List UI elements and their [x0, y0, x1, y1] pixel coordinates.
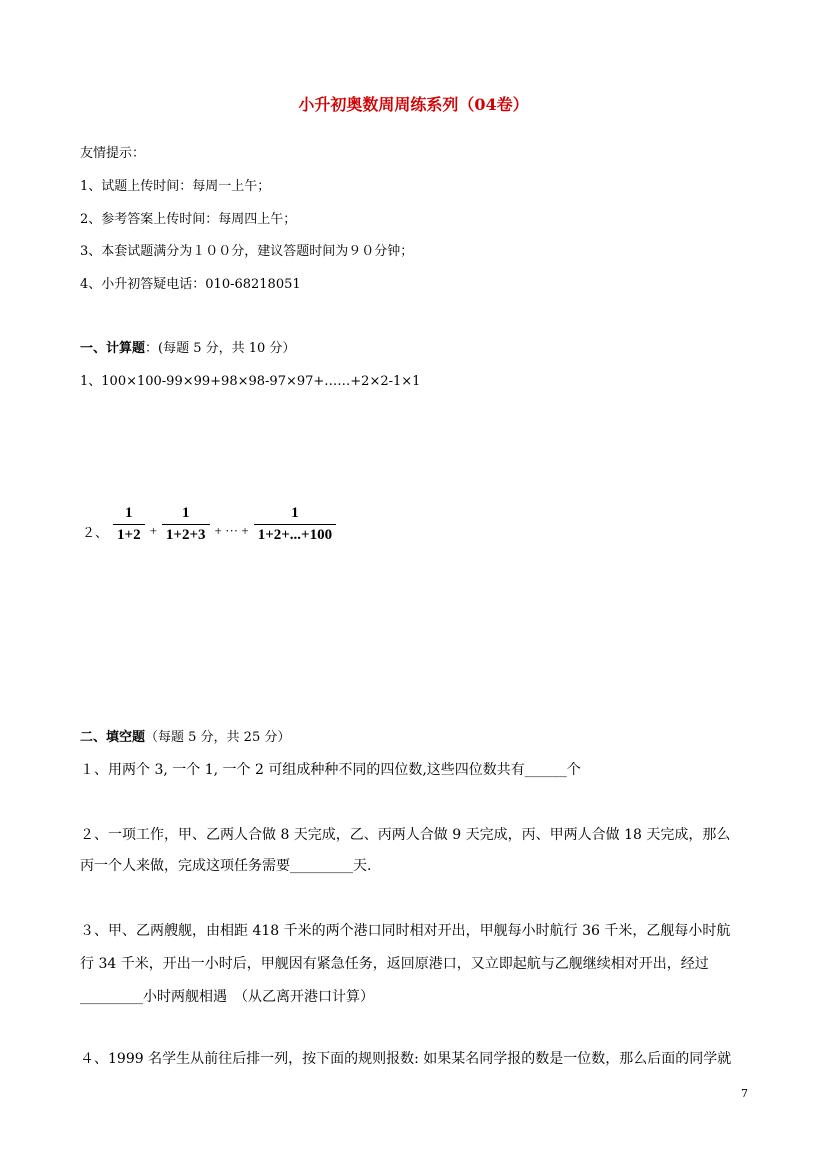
tip-item: 2、参考答案上传时间：每周四上午； [80, 212, 297, 227]
fraction [254, 505, 336, 544]
section2-heading [80, 726, 290, 745]
fraction-denominator: 1+2 [113, 524, 145, 544]
question-1-1: 1、100×100-99×99+98×98-97×97+……+2×2-1×1 [80, 374, 421, 389]
question-2-1: １、用两个 3, 一个 1, 一个 2 可组成种种不同的四位数,这些四位数共有______个 [80, 762, 581, 778]
section2-heading-bold: 二、填空题 [80, 730, 146, 745]
fraction-denominator: 1+2+3 [162, 524, 210, 544]
tip-item: 3、本套试题满分为１００分，建议答题时间为９０分钟； [80, 244, 414, 259]
plus-sign: + [149, 523, 157, 538]
fraction [162, 505, 210, 544]
fraction [113, 505, 145, 544]
question-2-2-line: 丙一个人来做，完成这项任务需要_________天. [80, 858, 372, 874]
tips-heading: 友情提示： [80, 146, 146, 161]
page-number: 7 [741, 1087, 748, 1100]
question-2-3-line: _________小时两舰相遇 （从乙离开港口计算） [80, 989, 374, 1005]
fraction-numerator: 1 [181, 504, 190, 521]
section1-heading-rest: ：(每题 5 分，共 10 分） [145, 341, 296, 356]
section2-heading-rest: （每题 5 分，共 25 分） [145, 730, 291, 745]
section1-heading-bold: 一、计算题 [80, 341, 146, 356]
fraction-numerator: 1 [291, 504, 299, 521]
ellipsis: + ··· + [214, 523, 249, 538]
question-1-2-prefix: ２、 [82, 524, 109, 540]
tip-item: 1、试题上传时间：每周一上午； [80, 179, 271, 194]
section1-heading [80, 337, 295, 356]
question-2-3-line: 行 34 千米，开出一小时后，甲舰因有紧急任务，返回原港口，又立即起航与乙舰继续相对开出，经过 [80, 956, 709, 972]
question-1-2 [80, 500, 339, 548]
fraction-numerator: 1 [125, 504, 133, 521]
question-2-4-line: ４、1999 名学生从前往后排一列，按下面的规则报数: 如果某名同学报的数是一位数，那么后面的同学就 [80, 1051, 732, 1067]
question-2-2-line: ２、一项工作，甲、乙两人合做 8 天完成，乙、丙两人合做 9 天完成，丙、甲两人合做 18 天完成，那么 [80, 827, 731, 843]
tip-item: 4、小升初答疑电话：010-68218051 [80, 277, 301, 292]
fraction-denominator: 1+2+...+100 [254, 524, 336, 544]
question-2-3-line: ３、甲、乙两艘舰，由相距 418 千米的两个港口同时相对开出，甲舰每小时航行 36 千米，乙舰每小时航 [80, 923, 731, 939]
document-title: 小升初奥数周周练系列（04卷） [298, 95, 529, 114]
